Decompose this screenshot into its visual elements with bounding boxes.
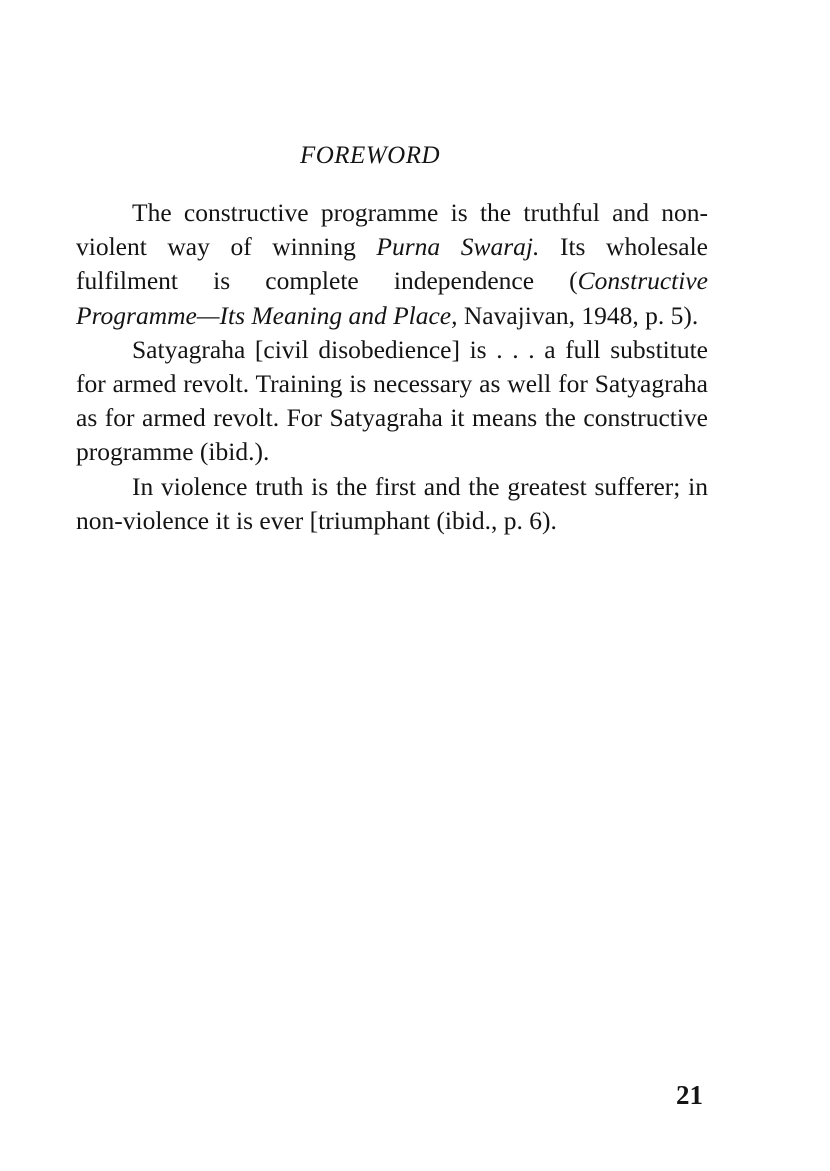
paragraph-2: Satyagraha [civil disobedience] is . . . a full substitute for armed revolt. Training is necessary as well for Satyagraha as for armed revolt. For Satyagraha it means the constructive programme (ibid.). xyxy=(76,334,708,467)
paragraph-3: In violence truth is the first and the greatest sufferer; in non-violence it is ever [triumphant (ibid., p. 6). xyxy=(76,471,708,535)
paragraph-1-text-c: Navajivan, 1948, p. 5). xyxy=(457,300,699,330)
page-number: 21 xyxy=(676,1080,703,1110)
page-title: FOREWORD xyxy=(299,142,441,169)
paragraph-1 xyxy=(76,196,708,333)
paragraph-1-italic-b: Constructive Programme—Its Meaning and Place, xyxy=(76,266,708,330)
paragraph-1-italic-a: Purna Swaraj. xyxy=(376,232,540,262)
foreword-body xyxy=(76,196,708,538)
paragraph-1-text-b: Its wholesale fulfilment is complete independence ( xyxy=(76,232,708,296)
paragraph-1-text-a: The constructive programme is the truthful and non-violent way of winning xyxy=(76,198,708,262)
